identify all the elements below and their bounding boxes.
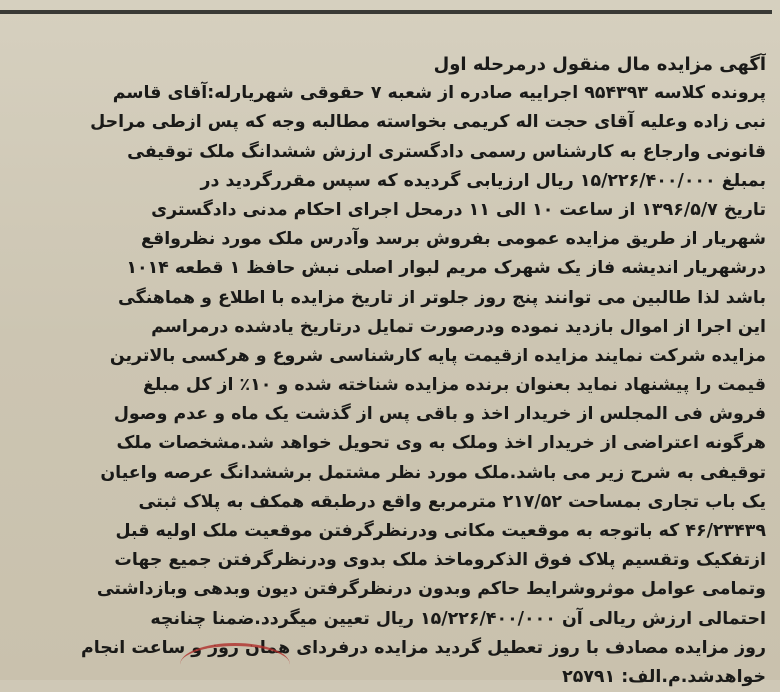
notice-line-2: نبی زاده وعلیه آقای حجت اله کریمی بخواسته مطالبه وجه که پس ازطی مراحل: [90, 112, 766, 133]
notice-line-21: خواهدشد.م.الف: ۲۵۷۹۱: [562, 666, 766, 687]
notice-line-15: یک باب تجاری بمساحت ۲۱۷/۵۲ مترمربع واقع درطبقه همکف به پلاک ثبتی: [138, 491, 766, 512]
notice-line-13: هرگونه اعتراضی از خریدار اخذ وملک به وی تحویل خواهد شد.مشخصات ملک: [116, 433, 766, 454]
notice-line-16: ۴۶/۲۳۴۳۹ که باتوجه به موقعیت مکانی ودرنظرگرفتن موقعیت ملک اولیه قبل: [115, 521, 766, 541]
notice-line-8: باشد لذا طالبین می توانند پنج روز جلوتر از تاریخ مزایده با اطلاع و هماهنگی: [117, 287, 766, 308]
notice-line-6: شهریار از طریق مزایده عمومی بفروش برسد وآدرس ملک مورد نظرواقع: [140, 229, 766, 250]
notice-line-9: این اجرا از اموال بازدید نموده ودرصورت تمایل درتاریخ یادشده درمراسم: [151, 316, 766, 337]
notice-line-12: فروش فی المجلس از خریدار اخذ و باقی پس از گذشت یک ماه و عدم وصول: [113, 404, 766, 425]
notice-line-19: احتمالی ارزش ریالی آن ۱۵/۲۲۶/۴۰۰/۰۰۰ ریال تعیین میگردد.ضمنا چنانچه: [150, 608, 766, 629]
notice-line-17: ازتفکیک وتقسیم پلاک فوق الذکروماخذ ملک بدوی ودرنظرگرفتن جمیع جهات: [114, 550, 766, 571]
notice-line-14: توقیفی به شرح زیر می باشد.ملک مورد نظر مشتمل برششدانگ عرصه واعیان: [100, 462, 766, 483]
notice-line-20: روز مزایده مصادف با روز تعطیل گردید مزایده درفردای همان روز و ساعت انجام: [80, 637, 766, 658]
notice-line-10: مزایده شرکت نمایند مزایده ازقیمت پایه کارشناسی شروع و هرکسی بالاترین: [109, 345, 766, 366]
notice-line-5: تاریخ ۱۳۹۶/۵/۷ از ساعت ۱۰ الی ۱۱ درمحل اجرای احکام مدنی دادگستری: [151, 199, 766, 220]
notice-line-1: پرونده کلاسه ۹۵۴۳۹۳ اجراییه صادره از شعبه ۷ حقوقی شهریارله:آقای قاسم: [112, 83, 766, 104]
auction-notice-text: [8, 50, 766, 692]
notice-title: آگهی مزایده مال منقول درمرحله اول: [433, 54, 766, 75]
notice-line-4: بمبلغ ۱۵/۲۲۶/۴۰۰/۰۰۰ ریال ارزیابی گردیده که سپس مقررگردید در: [200, 170, 766, 191]
notice-line-7: درشهریار اندیشه فاز یک شهرک مریم لبوار اصلی نبش حافظ ۱ قطعه ۱۰۱۴: [126, 258, 766, 279]
top-border-rule: [0, 10, 772, 14]
notice-line-3: قانونی وارجاع به کارشناس رسمی دادگستری ارزش ششدانگ ملک توقیفی: [127, 141, 766, 162]
notice-line-11: قیمت را پیشنهاد نماید بعنوان برنده مزایده شناخته شده و ۱۰٪ از کل مبلغ: [142, 375, 766, 396]
notice-line-18: وتمامی عوامل موثروشرایط حاکم وبدون درنظرگرفتن دیون وبدهی وبازداشتی: [96, 579, 766, 600]
